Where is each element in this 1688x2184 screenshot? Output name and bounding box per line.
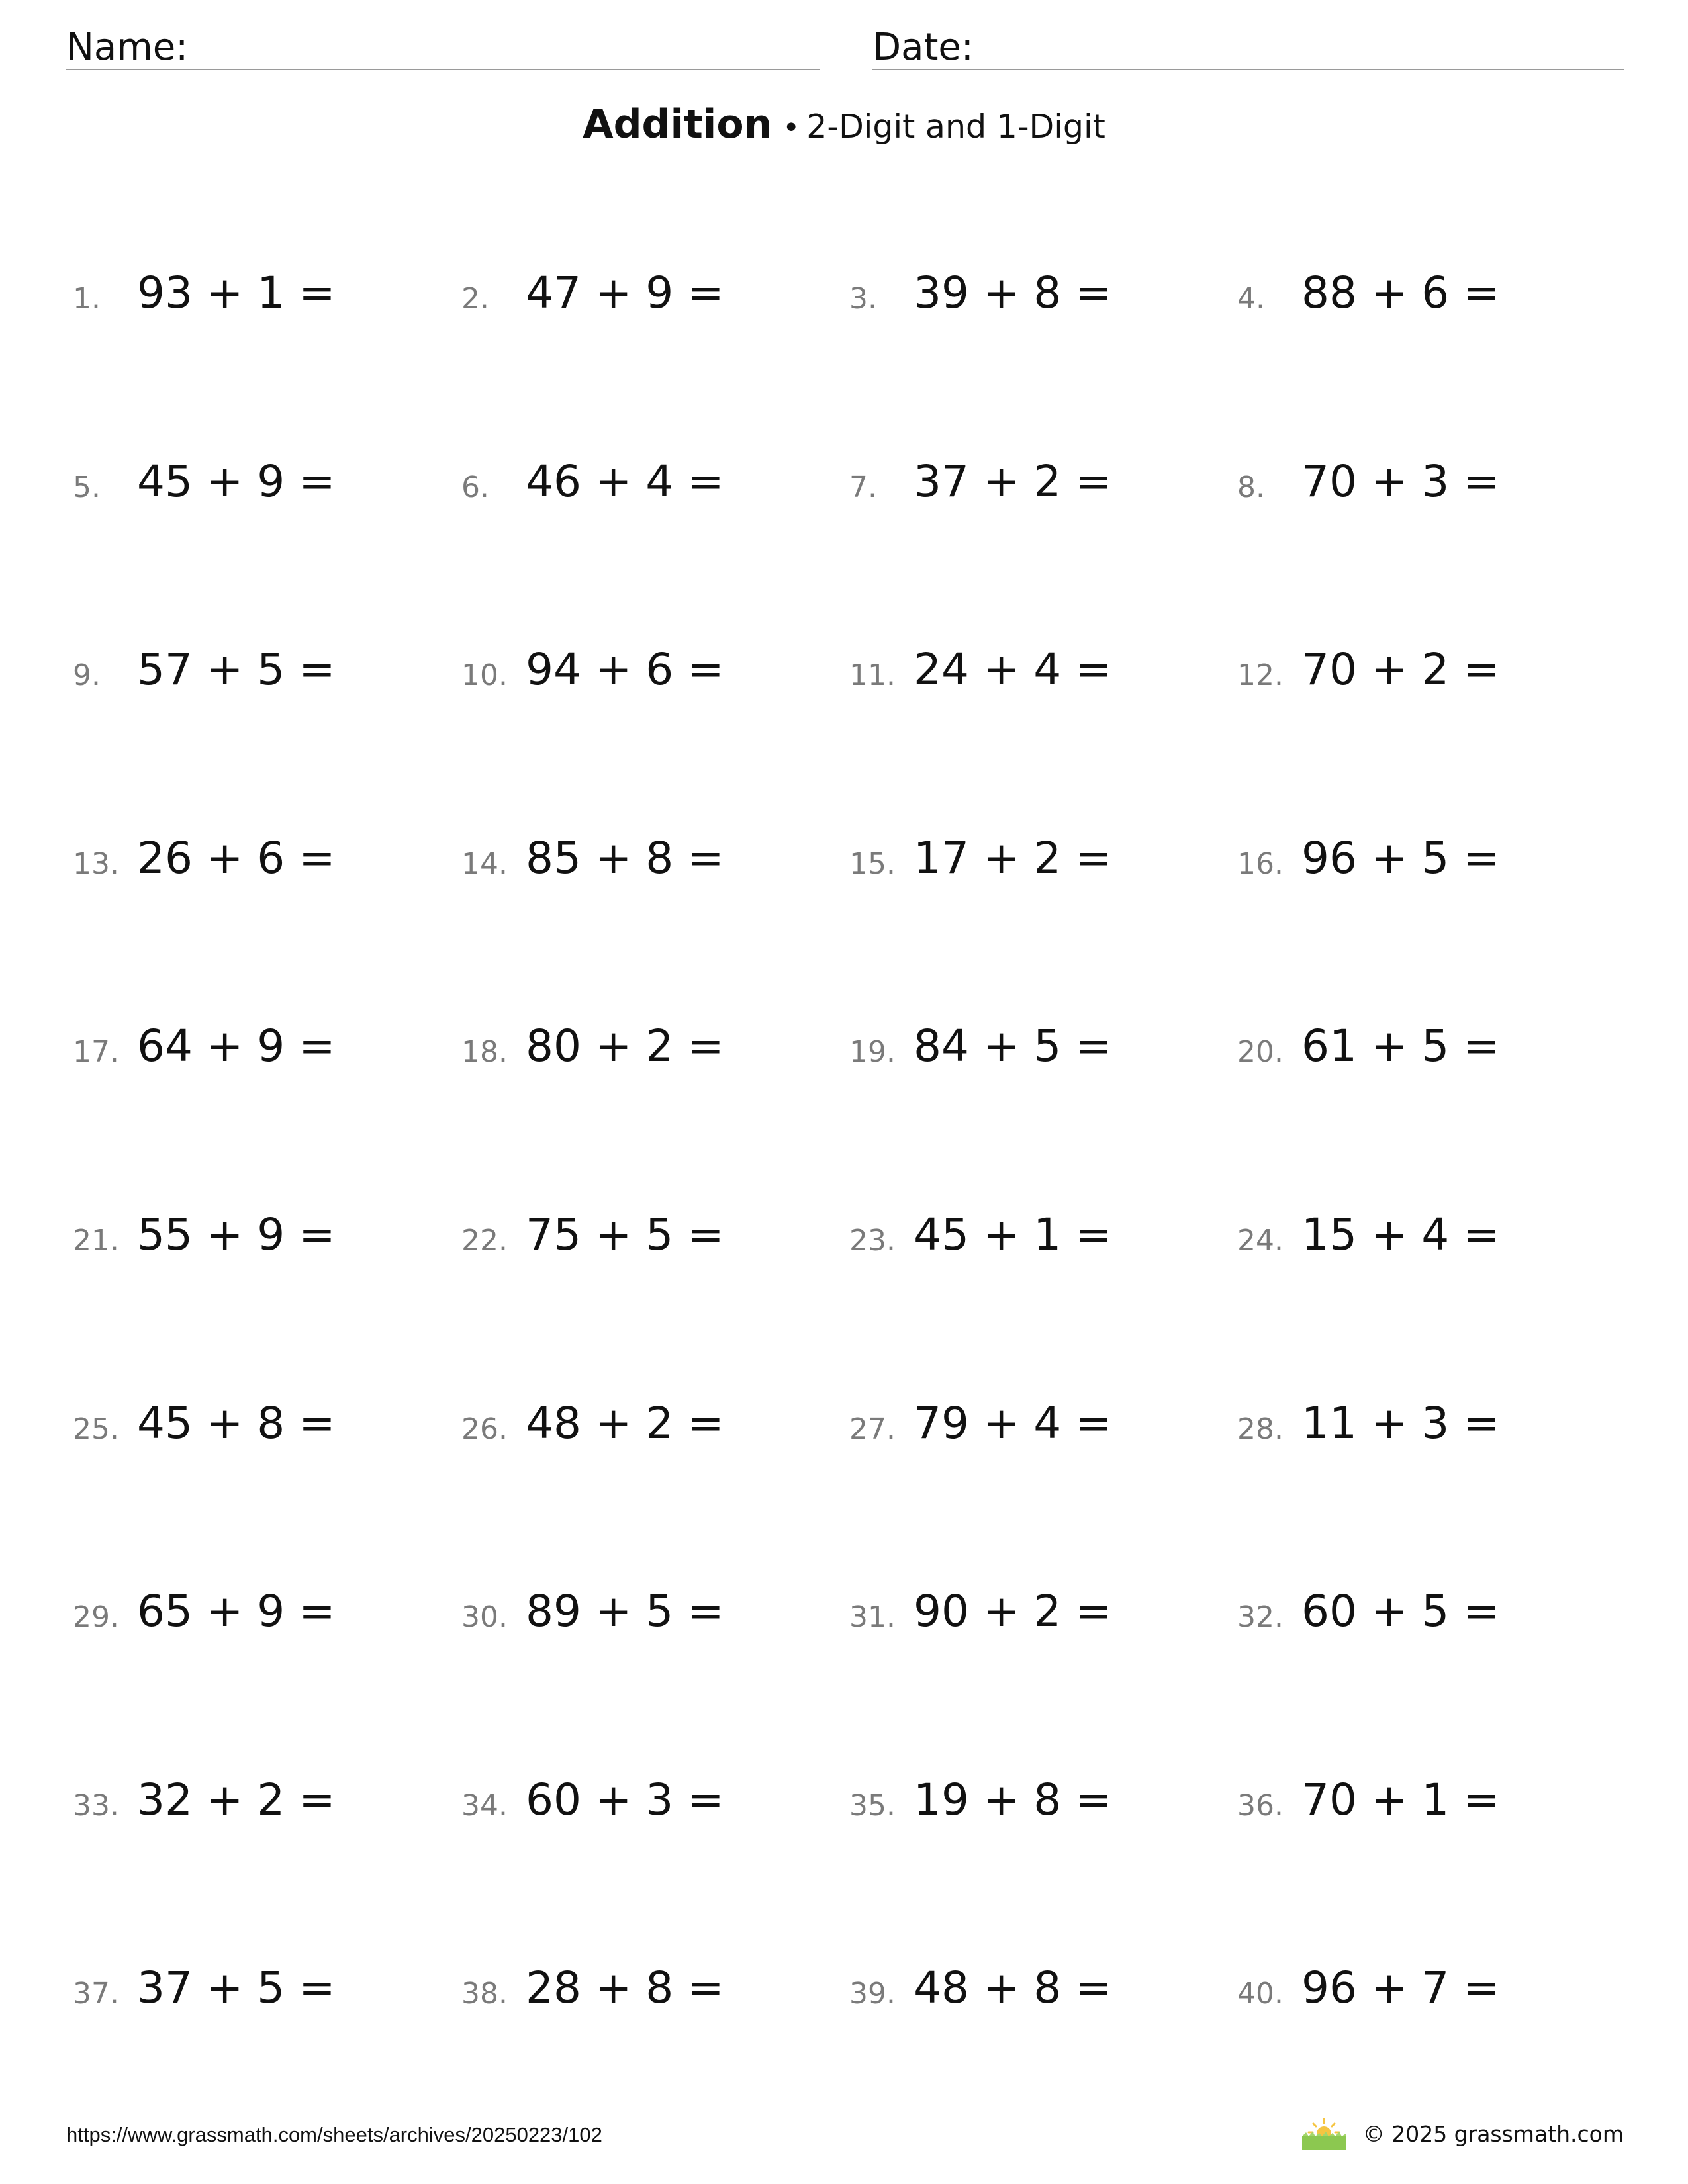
problem-expression: 80 + 2 = xyxy=(526,1021,724,1071)
title-main: Addition xyxy=(583,101,773,148)
problem-expression: 26 + 6 = xyxy=(137,833,336,884)
problem-number: 40. xyxy=(1237,1977,1284,2011)
problem-number: 33. xyxy=(73,1789,119,1823)
problem-expression: 70 + 3 = xyxy=(1301,456,1500,507)
problem-expression: 45 + 8 = xyxy=(137,1398,336,1449)
problem-number: 22. xyxy=(461,1224,508,1257)
problem-expression: 65 + 9 = xyxy=(137,1586,336,1637)
problem-expression: 45 + 9 = xyxy=(137,456,336,507)
problem-number: 13. xyxy=(73,847,119,881)
problem-expression: 55 + 9 = xyxy=(137,1209,336,1260)
problem-number: 34. xyxy=(461,1789,508,1823)
problem-expression: 70 + 1 = xyxy=(1301,1774,1500,1825)
footer-branding xyxy=(1301,2118,1624,2150)
problem-expression: 89 + 5 = xyxy=(526,1586,724,1637)
title-subtitle: 2-Digit and 1-Digit xyxy=(806,108,1105,146)
problem-expression: 15 + 4 = xyxy=(1301,1209,1500,1260)
copyright-text: © 2025 grassmath.com xyxy=(1362,2120,1624,2147)
problem-expression: 19 + 8 = xyxy=(914,1774,1112,1825)
problem-number: 3. xyxy=(849,282,877,316)
problem-expression: 88 + 6 = xyxy=(1301,267,1500,318)
problem-number: 20. xyxy=(1237,1035,1284,1069)
problem-expression: 11 + 3 = xyxy=(1301,1398,1500,1449)
problem-number: 32. xyxy=(1237,1600,1284,1634)
problem-number: 14. xyxy=(461,847,508,881)
problem-expression: 60 + 5 = xyxy=(1301,1586,1500,1637)
problem-number: 25. xyxy=(73,1412,119,1446)
problem-expression: 17 + 2 = xyxy=(914,833,1112,884)
problem-expression: 70 + 2 = xyxy=(1301,644,1500,695)
problem-expression: 48 + 8 = xyxy=(914,1962,1112,2013)
problem-number: 23. xyxy=(849,1224,896,1257)
grass-sun-logo-icon xyxy=(1301,2118,1347,2150)
problem-expression: 47 + 9 = xyxy=(526,267,724,318)
problem-expression: 48 + 2 = xyxy=(526,1398,724,1449)
problem-number: 19. xyxy=(849,1035,896,1069)
problem-expression: 24 + 4 = xyxy=(914,644,1112,695)
problem-number: 2. xyxy=(461,282,489,316)
problem-number: 29. xyxy=(73,1600,119,1634)
problem-expression: 45 + 1 = xyxy=(914,1209,1112,1260)
problem-expression: 79 + 4 = xyxy=(914,1398,1112,1449)
problem-number: 27. xyxy=(849,1412,896,1446)
problem-expression: 32 + 2 = xyxy=(137,1774,336,1825)
problem-expression: 94 + 6 = xyxy=(526,644,724,695)
problem-expression: 90 + 2 = xyxy=(914,1586,1112,1637)
problem-number: 11. xyxy=(849,659,896,692)
problem-number: 15. xyxy=(849,847,896,881)
problem-number: 31. xyxy=(849,1600,896,1634)
problem-number: 7. xyxy=(849,471,877,504)
problem-expression: 61 + 5 = xyxy=(1301,1021,1500,1071)
problem-expression: 39 + 8 = xyxy=(914,267,1112,318)
problem-number: 8. xyxy=(1237,471,1265,504)
problem-number: 35. xyxy=(849,1789,896,1823)
problem-number: 4. xyxy=(1237,282,1265,316)
problem-number: 12. xyxy=(1237,659,1284,692)
problem-number: 6. xyxy=(461,471,489,504)
problem-expression: 37 + 5 = xyxy=(137,1962,336,2013)
problem-expression: 75 + 5 = xyxy=(526,1209,724,1260)
problem-expression: 93 + 1 = xyxy=(137,267,336,318)
problem-number: 16. xyxy=(1237,847,1284,881)
problem-expression: 28 + 8 = xyxy=(526,1962,724,2013)
problem-expression: 85 + 8 = xyxy=(526,833,724,884)
problem-number: 38. xyxy=(461,1977,508,2011)
problem-expression: 60 + 3 = xyxy=(526,1774,724,1825)
problem-number: 9. xyxy=(73,659,101,692)
problem-expression: 57 + 5 = xyxy=(137,644,336,695)
title-separator: • xyxy=(782,111,800,145)
problem-number: 28. xyxy=(1237,1412,1284,1446)
name-label: Name: xyxy=(66,26,189,69)
problem-number: 21. xyxy=(73,1224,119,1257)
problem-number: 1. xyxy=(73,282,101,316)
problem-number: 39. xyxy=(849,1977,896,2011)
problem-number: 37. xyxy=(73,1977,119,2011)
problem-expression: 46 + 4 = xyxy=(526,456,724,507)
problem-number: 26. xyxy=(461,1412,508,1446)
problem-number: 36. xyxy=(1237,1789,1284,1823)
problem-expression: 84 + 5 = xyxy=(914,1021,1112,1071)
problem-expression: 37 + 2 = xyxy=(914,456,1112,507)
problem-number: 18. xyxy=(461,1035,508,1069)
footer-url: https://www.grassmath.com/sheets/archives/20250223/102 xyxy=(66,2123,602,2146)
problem-expression: 96 + 5 = xyxy=(1301,833,1500,884)
problem-expression: 96 + 7 = xyxy=(1301,1962,1500,2013)
problem-number: 17. xyxy=(73,1035,119,1069)
problem-number: 30. xyxy=(461,1600,508,1634)
date-label: Date: xyxy=(872,26,974,69)
problem-number: 10. xyxy=(461,659,508,692)
problem-expression: 64 + 9 = xyxy=(137,1021,336,1071)
problem-number: 5. xyxy=(73,471,101,504)
problem-number: 24. xyxy=(1237,1224,1284,1257)
